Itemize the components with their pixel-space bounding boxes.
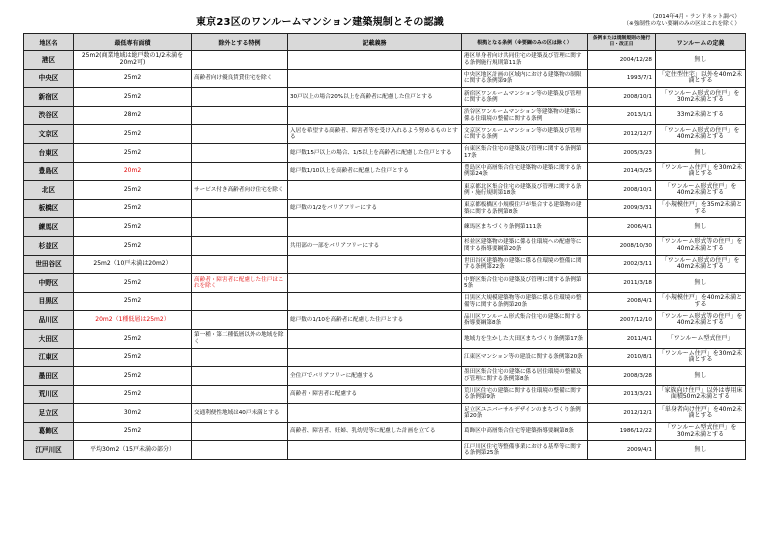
basis-cell: 練馬区まちづくり条例第111条 — [462, 218, 588, 237]
ward-cell: 目黒区 — [24, 292, 74, 311]
date-cell: 2013/1/1 — [588, 106, 656, 125]
duty-cell — [288, 329, 462, 348]
ward-cell: 品川区 — [24, 311, 74, 330]
date-cell: 2011/3/18 — [588, 274, 656, 293]
exception-cell — [192, 441, 288, 460]
duty-cell: 総戸数の1/10を高齢者に配慮した住戸とする — [288, 311, 462, 330]
survey-note — [623, 14, 740, 28]
regulation-table — [23, 33, 746, 460]
duty-cell — [288, 181, 462, 200]
date-cell: 2012/12/1 — [588, 404, 656, 423]
date-cell: 2011/4/1 — [588, 329, 656, 348]
ward-cell: 練馬区 — [24, 218, 74, 237]
definition-cell: 「ワンルーム住戸」を30m2未満とする — [656, 162, 746, 181]
min-area-cell: 25m2 — [74, 236, 192, 255]
ward-cell: 新宿区 — [24, 88, 74, 107]
exception-cell — [192, 255, 288, 274]
table-row — [24, 441, 746, 460]
exception-cell: 高齢者向け優良賃貸住宅を除く — [192, 69, 288, 88]
duty-cell — [288, 255, 462, 274]
duty-cell: 総戸数1/10以上を高齢者に配慮した住戸とする — [288, 162, 462, 181]
date-cell: 2002/3/11 — [588, 255, 656, 274]
header-date: 条例または規制規則の施行日・改正日 — [588, 34, 656, 51]
basis-cell: 東京都板橋区小規模住戸が集合する建築物の建築に関する条例第8条 — [462, 199, 588, 218]
min-area-cell: 20m2（1種低層は25m2） — [74, 311, 192, 330]
ward-cell: 豊島区 — [24, 162, 74, 181]
basis-cell: 新宿区ワンルームマンション等の建築及び管理に関する条例 — [462, 88, 588, 107]
date-cell: 2010/8/1 — [588, 348, 656, 367]
table-row — [24, 199, 746, 218]
basis-cell: 足立区ユニバーサルデザインのまちづくり条例第20条 — [462, 404, 588, 423]
header-basis: 根拠となる条例（※要綱のみの区は除く） — [462, 34, 588, 51]
date-cell: 2012/12/7 — [588, 125, 656, 144]
min-area-cell: 25m2 — [74, 218, 192, 237]
definition-cell: 「定住型住宅」以外を40m2未満とする — [656, 69, 746, 88]
basis-cell: 世田谷区建築物の建築に係る住環境の整備に関する条例第22条 — [462, 255, 588, 274]
date-cell: 2008/3/28 — [588, 367, 656, 386]
min-area-cell: 25m2 — [74, 88, 192, 107]
duty-cell: 入居を希望する高齢者、障害者等を受け入れるよう努めるものとする — [288, 125, 462, 144]
date-cell: 1993/7/1 — [588, 69, 656, 88]
min-area-cell: 20m2 — [74, 162, 192, 181]
date-cell: 2009/4/1 — [588, 441, 656, 460]
date-cell: 2008/10/1 — [588, 181, 656, 200]
header-ward: 地区名 — [24, 34, 74, 51]
table-row — [24, 106, 746, 125]
definition-cell: 「ワンルーム形式の住戸」を30m2未満とする — [656, 88, 746, 107]
basis-cell: 目黒区大規模建築物等の建築に係る住環境の整備等に関する条例第20条 — [462, 292, 588, 311]
basis-cell: 豊島区中高層集合住宅建築物の建築に関する条例第24条 — [462, 162, 588, 181]
date-cell: 2008/10/30 — [588, 236, 656, 255]
definition-cell: 「小規模住戸」を35m2未満とする — [656, 199, 746, 218]
table-row — [24, 88, 746, 107]
header-definition: ワンルームの定義 — [656, 34, 746, 51]
table-row — [24, 51, 746, 70]
definition-cell: 「ワンルーム型式住戸」を30m2未満とする — [656, 422, 746, 441]
ward-cell: 北区 — [24, 181, 74, 200]
duty-cell: 共用部の一部をバリアフリーにする — [288, 236, 462, 255]
ward-cell: 大田区 — [24, 329, 74, 348]
table-row — [24, 367, 746, 386]
min-area-cell: 25m2 — [74, 348, 192, 367]
header-exception: 除外とする特例 — [192, 34, 288, 51]
ward-cell: 港区 — [24, 51, 74, 70]
table-row — [24, 274, 746, 293]
min-area-cell: 25m2 — [74, 422, 192, 441]
table-row — [24, 125, 746, 144]
duty-cell — [288, 404, 462, 423]
min-area-cell: 30m2 — [74, 404, 192, 423]
definition-cell: 「ワンルーム住戸」を30m2未満とする — [656, 348, 746, 367]
basis-cell: 杉並区建築物の建築に係る住環境への配慮等に関する指導要綱第20条 — [462, 236, 588, 255]
basis-cell: 地域力を生かした大田区まちづくり条例第17条 — [462, 329, 588, 348]
exception-cell: 交通利便性地域は40戸未満とする — [192, 404, 288, 423]
definition-cell: 無し — [656, 51, 746, 70]
basis-cell: 台東区集合住宅の建築及び管理に関する条例第17条 — [462, 143, 588, 162]
exception-cell — [192, 88, 288, 107]
definition-cell: 無し — [656, 441, 746, 460]
exception-cell — [192, 367, 288, 386]
table-row — [24, 255, 746, 274]
ward-cell: 板橋区 — [24, 199, 74, 218]
basis-cell: 荒川区住宅の建築に関する住環境の整備に関する条例第9条 — [462, 385, 588, 404]
duty-cell: 総戸数の1/2をバリアフリーにする — [288, 199, 462, 218]
min-area-cell: 25m2 — [74, 385, 192, 404]
duty-cell: 全住戸でバリアフリーに配慮する — [288, 367, 462, 386]
basis-cell: 葛飾区中高層集合住宅等建築指導要綱第8条 — [462, 422, 588, 441]
date-cell: 1986/12/22 — [588, 422, 656, 441]
ward-cell: 葛飾区 — [24, 422, 74, 441]
exception-cell — [192, 236, 288, 255]
definition-cell: 「小規模住戸」を40m2未満とする — [656, 292, 746, 311]
min-area-cell: 25m2 — [74, 69, 192, 88]
min-area-cell: 25m2 — [74, 125, 192, 144]
ward-cell: 荒川区 — [24, 385, 74, 404]
definition-cell: 「ワンルーム形式等の住戸」を40m2未満とする — [656, 311, 746, 330]
basis-cell: 渋谷区ワンルームマンション等建築物の建築に係る住環境の整備に関する条例 — [462, 106, 588, 125]
table-row — [24, 329, 746, 348]
min-area-cell: 25m2 — [74, 181, 192, 200]
exception-cell — [192, 218, 288, 237]
date-cell: 2004/12/28 — [588, 51, 656, 70]
min-area-cell: 25m2（10戸未満は20m2） — [74, 255, 192, 274]
exception-cell — [192, 106, 288, 125]
table-body — [24, 51, 746, 460]
table-row — [24, 348, 746, 367]
ward-cell: 中野区 — [24, 274, 74, 293]
basis-cell: 品川区ワンルーム形式集合住宅の建築に関する指導要綱第8条 — [462, 311, 588, 330]
min-area-cell: 25m2 — [74, 274, 192, 293]
exception-cell — [192, 143, 288, 162]
duty-cell — [288, 218, 462, 237]
table-row — [24, 181, 746, 200]
table-row — [24, 385, 746, 404]
ward-cell: 世田谷区 — [24, 255, 74, 274]
exception-cell: 第一種・第二種低層以外の地域を除く — [192, 329, 288, 348]
basis-cell: 文京区ワンルームマンション等の建築及び管理に関する条例 — [462, 125, 588, 144]
table-row — [24, 292, 746, 311]
exception-cell — [192, 292, 288, 311]
date-cell: 2005/3/23 — [588, 143, 656, 162]
ward-cell: 江戸川区 — [24, 441, 74, 460]
min-area-cell: 25m2 — [74, 292, 192, 311]
exception-cell — [192, 51, 288, 70]
basis-cell: 江東区マンション等の建設に関する条例第20条 — [462, 348, 588, 367]
table-row — [24, 143, 746, 162]
definition-cell: 「ワンルーム形式住戸」を40m2未満とする — [656, 181, 746, 200]
definition-cell: 無し — [656, 143, 746, 162]
survey-note-line: （※強制性のない要綱のみの区はこれを除く） — [623, 21, 740, 27]
exception-cell: 高齢者・障害者に配慮した住戸はこれを除く — [192, 274, 288, 293]
basis-cell: 港区単身者向け共同住宅の建築及び管理に関する条例施行規則第11条 — [462, 51, 588, 70]
exception-cell — [192, 125, 288, 144]
basis-cell: 墨田区集合住宅の建築に係る居住環境の整備及び管理に関する条例第8条 — [462, 367, 588, 386]
table-row — [24, 162, 746, 181]
header-row — [24, 34, 746, 51]
header-duty: 記載義務 — [288, 34, 462, 51]
table-row — [24, 236, 746, 255]
date-cell: 2007/12/10 — [588, 311, 656, 330]
duty-cell: 高齢者、障害者、妊婦、乳幼児等に配慮した計画を立てる — [288, 422, 462, 441]
exception-cell — [192, 311, 288, 330]
min-area-cell: 25m2 — [74, 329, 192, 348]
ward-cell: 文京区 — [24, 125, 74, 144]
definition-cell: 「家族向け住戸」以外は専用床面積50m2未満とする — [656, 385, 746, 404]
basis-cell: 中野区集合住宅の建築及び管理に関する条例第5条 — [462, 274, 588, 293]
min-area-cell: 25m2 — [74, 367, 192, 386]
ward-cell: 足立区 — [24, 404, 74, 423]
page-title: 東京23区のワンルームマンション建築規制とその認識 — [195, 17, 444, 28]
duty-cell — [288, 51, 462, 70]
ward-cell: 江東区 — [24, 348, 74, 367]
duty-cell: 総戸数15戸以上の場合、1/5以上を高齢者に配慮した住戸とする — [288, 143, 462, 162]
definition-cell: 無し — [656, 274, 746, 293]
duty-cell — [288, 69, 462, 88]
date-cell: 2008/10/1 — [588, 88, 656, 107]
min-area-cell: 25m2 — [74, 199, 192, 218]
duty-cell — [288, 106, 462, 125]
min-area-cell: 28m2 — [74, 106, 192, 125]
duty-cell — [288, 441, 462, 460]
table-row — [24, 69, 746, 88]
definition-cell: 無し — [656, 367, 746, 386]
exception-cell — [192, 199, 288, 218]
exception-cell — [192, 348, 288, 367]
table-row — [24, 404, 746, 423]
ward-cell: 墨田区 — [24, 367, 74, 386]
ward-cell: 中央区 — [24, 69, 74, 88]
duty-cell: 高齢者・障害者に配慮する — [288, 385, 462, 404]
definition-cell: 「ワンルーム形式の住戸」を40m2未満とする — [656, 255, 746, 274]
duty-cell — [288, 274, 462, 293]
exception-cell — [192, 162, 288, 181]
min-area-cell: 25m2 — [74, 143, 192, 162]
min-area-cell: 平均30m2（15戸未満の部分） — [74, 441, 192, 460]
ward-cell: 渋谷区 — [24, 106, 74, 125]
header-min-area: 最低専有面積 — [74, 34, 192, 51]
definition-cell: 「ワンルーム型式住戸」 — [656, 329, 746, 348]
table-row — [24, 311, 746, 330]
date-cell: 2013/3/21 — [588, 385, 656, 404]
exception-cell: サービス付き高齢者向け住宅を除く — [192, 181, 288, 200]
date-cell: 2006/4/1 — [588, 218, 656, 237]
definition-cell: 「ワンルーム形式等の住戸」を40m2未満とする — [656, 236, 746, 255]
definition-cell: 「単身者向け住戸」を40m2未満とする — [656, 404, 746, 423]
exception-cell — [192, 422, 288, 441]
ward-cell: 台東区 — [24, 143, 74, 162]
ward-cell: 杉並区 — [24, 236, 74, 255]
basis-cell: 中央区地区計画の区域内における建築物の制限に関する条例第9条 — [462, 69, 588, 88]
date-cell: 2008/4/1 — [588, 292, 656, 311]
table-row — [24, 218, 746, 237]
definition-cell: 無し — [656, 218, 746, 237]
basis-cell: 東京都北区集合住宅の建築及び管理に関する条例・施行規則第18条 — [462, 181, 588, 200]
date-cell: 2009/3/31 — [588, 199, 656, 218]
survey-note-line: （2014年4月・ランドネット調べ） — [649, 14, 740, 20]
duty-cell: 30戸以上の場合20%以上を高齢者に配慮した住戸とする — [288, 88, 462, 107]
definition-cell: 33m2未満とする — [656, 106, 746, 125]
duty-cell — [288, 348, 462, 367]
min-area-cell: 25m2(商業地域は総戸数の1/2未満を20m2可) — [74, 51, 192, 70]
exception-cell — [192, 385, 288, 404]
table-row — [24, 422, 746, 441]
date-cell: 2014/3/25 — [588, 162, 656, 181]
basis-cell: 江戸川区住宅等整備事業における基準等に関する条例第25条 — [462, 441, 588, 460]
duty-cell — [288, 292, 462, 311]
definition-cell: 「ワンルーム形式の住戸」を40m2未満とする — [656, 125, 746, 144]
